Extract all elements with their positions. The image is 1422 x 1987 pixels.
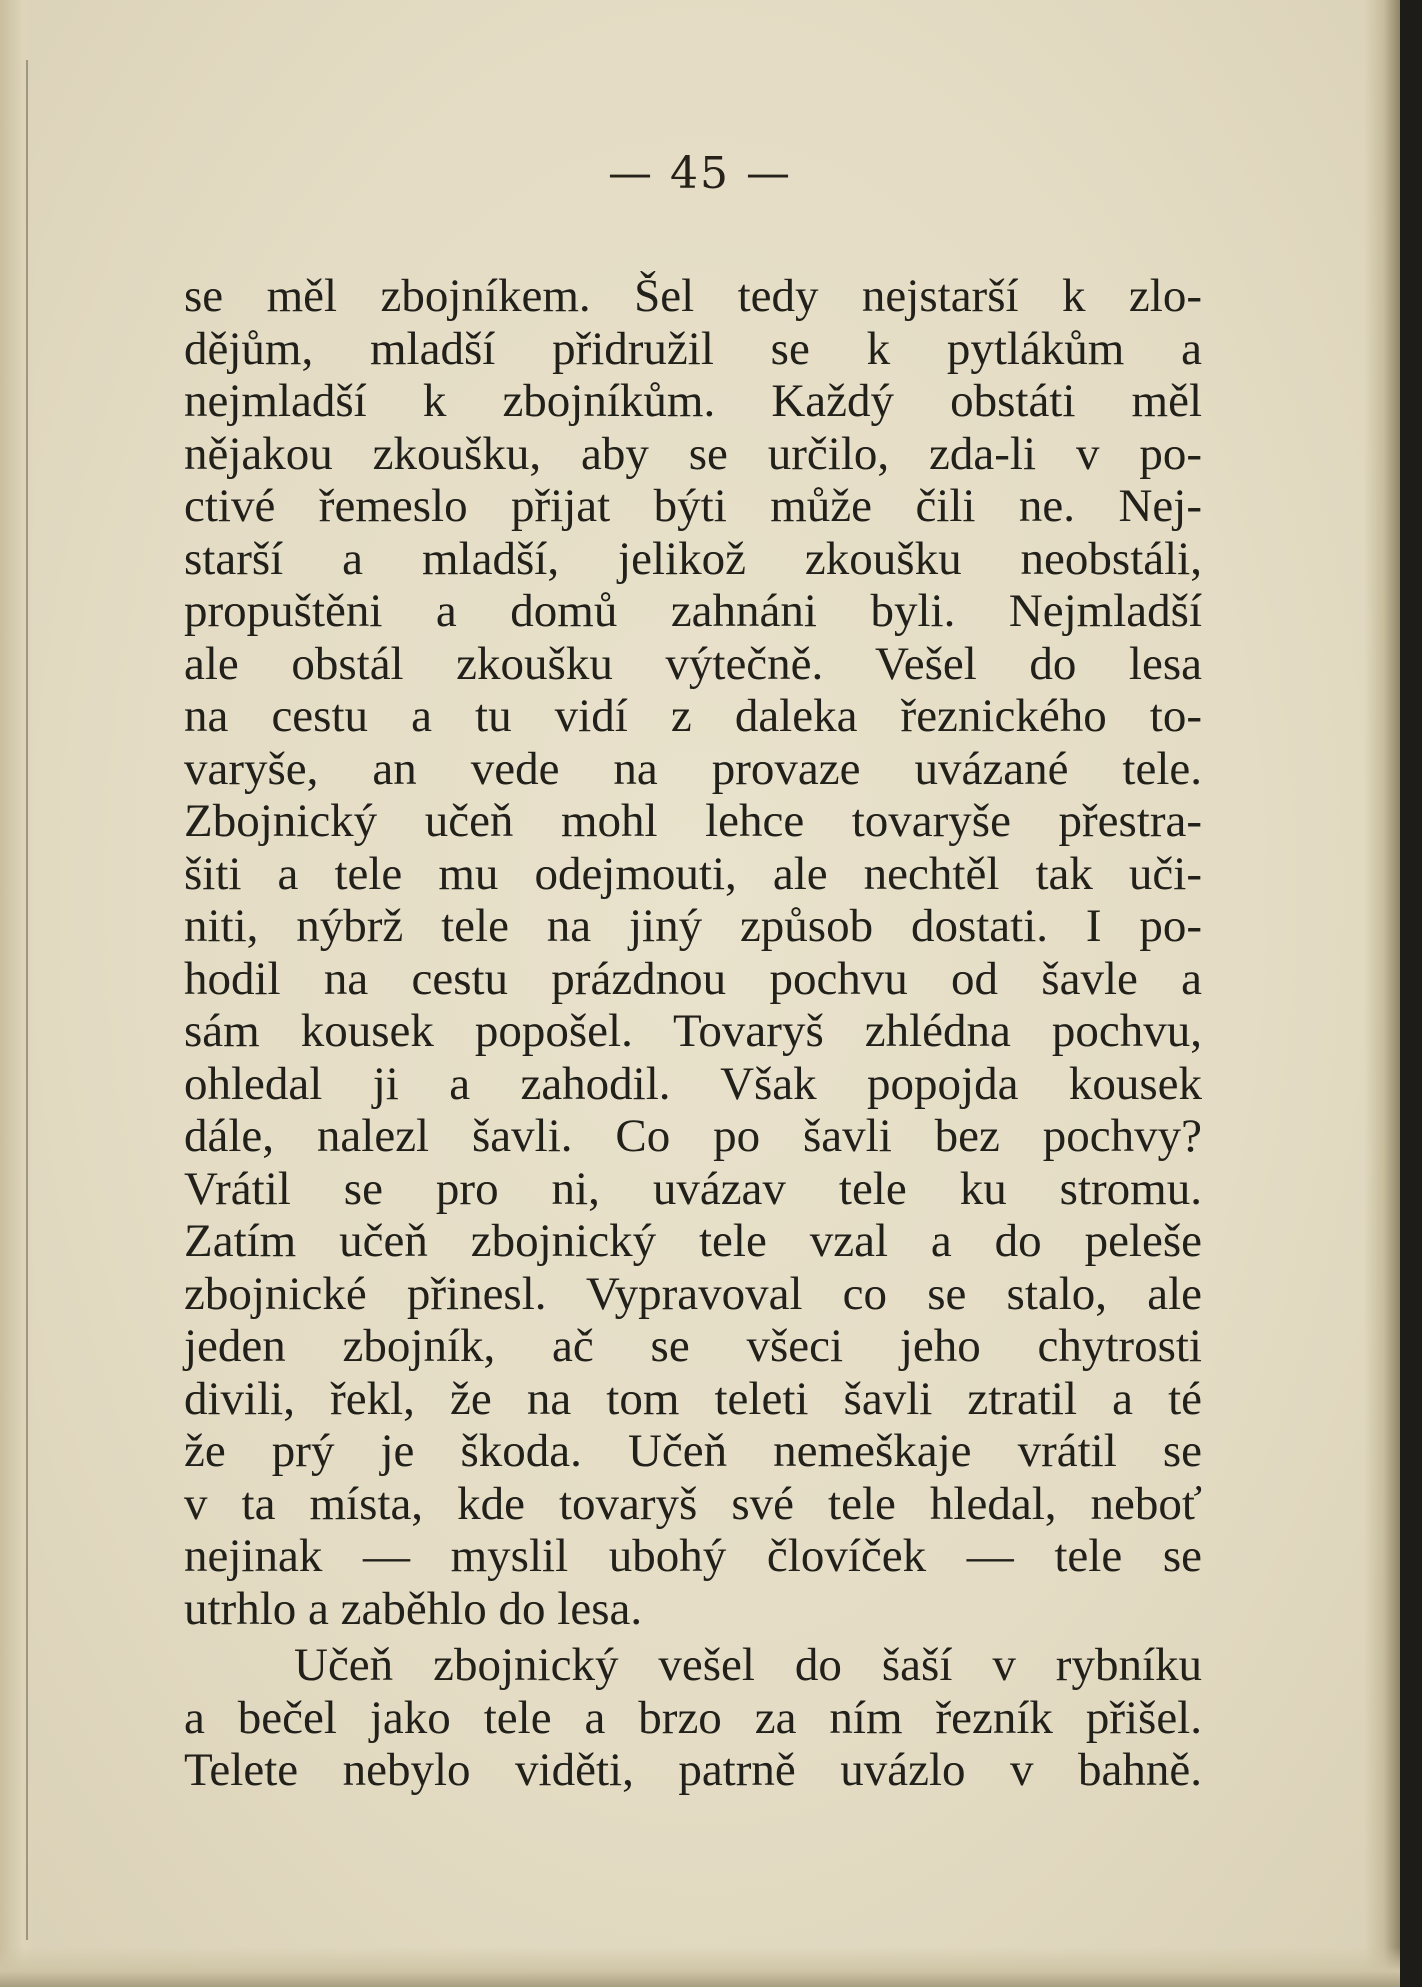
text-line: divili, řekl, že na tom teleti šavli ztratil a té <box>184 1372 1202 1425</box>
text-line: Zbojnický učeň mohl lehce tovaryše přestra- <box>184 795 1202 847</box>
page-edge-bottom <box>0 1947 1400 1987</box>
text-line: dále, nalezl šavli. Co po šavli bez pochvy? <box>184 1110 1202 1162</box>
text-line: Zatím učeň zbojnický tele vzal a do peleše <box>184 1215 1202 1267</box>
text-line: Vrátil se pro ni, uvázav tele ku stromu. <box>184 1162 1202 1215</box>
text-line: zbojnické přinesl. Vypravoval co se stalo, ale <box>184 1267 1202 1320</box>
text-line: šiti a tele mu odejmouti, ale nechtěl tak uči- <box>184 847 1202 900</box>
text-line: Telete nebylo viděti, patrně uvázlo v bahně. <box>184 1744 1202 1796</box>
binding-line <box>26 60 28 1940</box>
page-edge-right <box>1364 0 1400 1987</box>
text-line: ohledal ji a zahodil. Však popojda kousek <box>184 1057 1202 1110</box>
text-line: jeden zbojník, ač se všeci jeho chytrosti <box>184 1320 1202 1372</box>
paragraph-2 <box>184 1639 1202 1797</box>
text-line: na cestu a tu vidí z daleka řeznického to- <box>184 690 1202 742</box>
text-line: že prý je škoda. Učeň nemeškaje vrátil se <box>184 1425 1202 1477</box>
text-line: niti, nýbrž tele na jiný způsob dostati. I po- <box>184 900 1202 952</box>
text-line: ctivé řemeslo přijat býti může čili ne. Nej- <box>184 480 1202 532</box>
text-line: starší a mladší, jelikož zkoušku neobstáli, <box>184 532 1202 585</box>
text-line: ale obstál zkoušku výtečně. Vešel do lesa <box>184 637 1202 690</box>
text-line: sám kousek popošel. Tovaryš zhlédna pochvu, <box>184 1005 1202 1057</box>
text-line: dějům, mladší přidružil se k pytlákům a <box>184 322 1202 375</box>
text-line: hodil na cestu prázdnou pochvu od šavle a <box>184 952 1202 1005</box>
text-line: se měl zbojníkem. Šel tedy nejstarší k zlo- <box>184 270 1202 322</box>
text-line: nejmladší k zbojníkům. Každý obstáti měl <box>184 375 1202 427</box>
page-number: — 45 — <box>608 148 792 199</box>
text-line: varyše, an vede na provaze uvázané tele. <box>184 742 1202 795</box>
text-line: nějakou zkoušku, aby se určilo, zda-li v po- <box>184 427 1202 480</box>
text-line: a bečel jako tele a brzo za ním řezník přišel. <box>184 1691 1202 1744</box>
text-line: v ta místa, kde tovaryš své tele hledal, neboť <box>184 1477 1202 1530</box>
body-text <box>184 270 1202 1797</box>
text-line: utrhlo a zaběhlo do lesa. <box>184 1582 643 1635</box>
page-spine-shadow <box>0 0 34 1987</box>
text-line: nejinak — myslil ubohý človíček — tele se <box>184 1530 1202 1582</box>
text-line: Učeň zbojnický vešel do šaší v rybníku <box>294 1639 1202 1691</box>
text-line: propuštěni a domů zahnáni byli. Nejmladší <box>184 585 1202 637</box>
paragraph-1 <box>184 270 1202 1635</box>
